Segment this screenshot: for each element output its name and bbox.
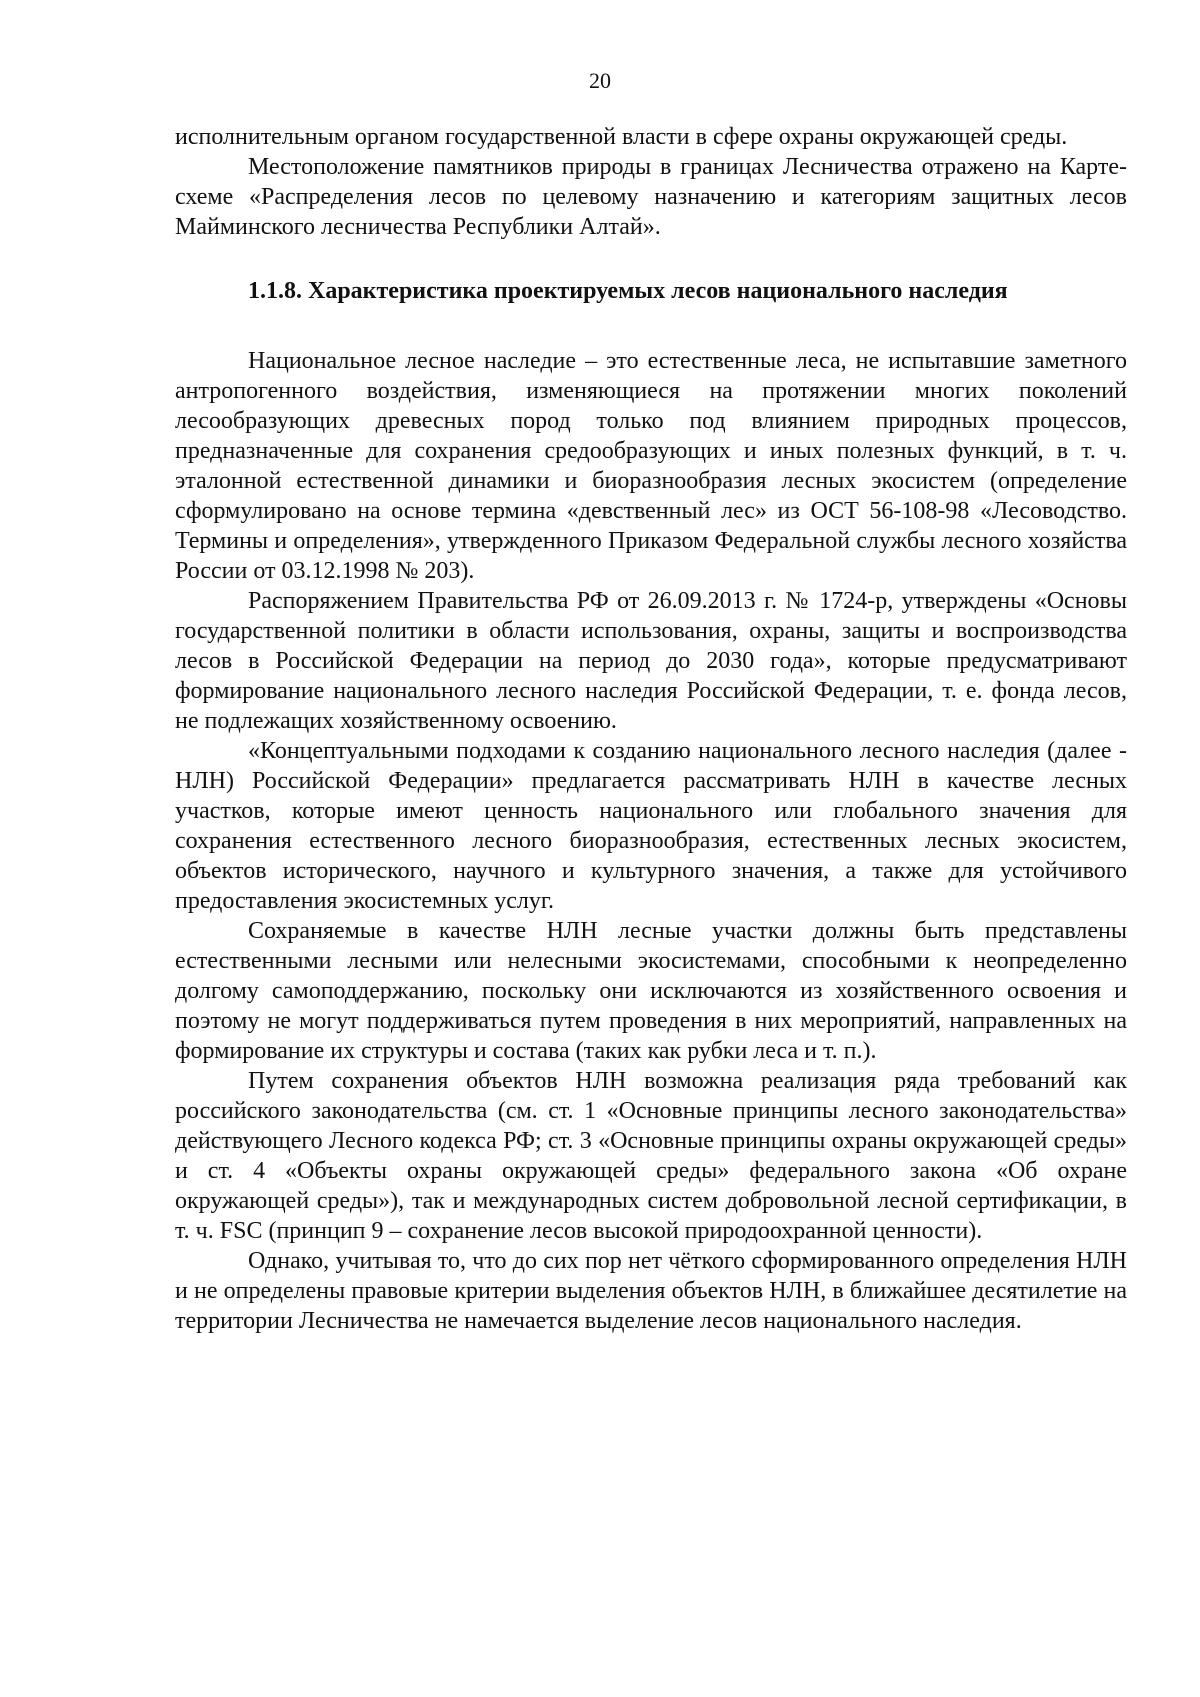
- paragraph-location: Местоположение памятников природы в границах Лесничества отражено на Карте-схеме «Распределения лесов по целевому назначению и категориям защитных лесов Майминского лесничества Республики Алтай».: [175, 154, 1127, 240]
- section-heading: [175, 276, 1127, 306]
- section-title-word: Характеристика: [308, 278, 488, 304]
- paragraph: Распоряжением Правительства РФ от 26.09.2013 г. № 1724-р, утверждены «Основы государственной политики в области использования, охраны, защиты и воспроизводства лесов в Российской Федерации на период до 2030 года», которые предусматривают формирование национального лесного наследия Российской Федерации, т. е. фонда лесов, не подлежащих хозяйственному освоению.: [175, 588, 1127, 734]
- paragraph-continuation: исполнительным органом государственной власти в сфере охраны окружающей среды.: [175, 124, 1068, 150]
- paragraph: «Концептуальными подходами к созданию национального лесного наследия (далее - НЛН) Российской Федерации» предлагается рассматривать НЛН в качестве лесных участков, которые имеют ценность национального или глобального значения для сохранения естественного лесного биоразнообразия, естественных лесных экосистем, объектов исторического, научного и культурного значения, а также для устойчивого предоставления экосистемных услуг.: [175, 738, 1127, 914]
- page-number: 20: [589, 68, 611, 93]
- paragraph: Национальное лесное наследие – это естественные леса, не испытавшие заметного антропогенного воздействия, изменяющиеся на протяжении многих поколений лесообразующих древесных пород только под влиянием природных процессов, предназначенные для сохранения средообразующих и иных полезных функций, в т. ч. эталонной естественной динамики и биоразнообразия лесных экосистем (определение сформулировано на основе термина «девственный лес» из ОСТ 56-108-98 «Лесоводство. Термины и определения», утвержденного Приказом Федеральной службы лесного хозяйства России от 03.12.1998 № 203).: [175, 348, 1127, 584]
- section-number: 1.1.8.: [248, 278, 302, 304]
- document-body: [175, 122, 1127, 1336]
- section-title-word: национального: [736, 278, 903, 304]
- section-title-word: наследия: [908, 278, 1008, 304]
- section-title-word: проектируемых: [493, 278, 666, 304]
- paragraph: Однако, учитывая то, что до сих пор нет чёткого сформированного определения НЛН и не определены правовые критерии выделения объектов НЛН, в ближайшее десятилетие на территории Лесничества не намечается выделение лесов национального наследия.: [175, 1248, 1127, 1334]
- section-title-word: лесов: [671, 278, 731, 304]
- paragraph: Путем сохранения объектов НЛН возможна реализация ряда требований как российского законодательства (см. ст. 1 «Основные принципы лесного законодательства» действующего Лесного кодекса РФ; ст. 3 «Основные принципы охраны окружающей среды» и ст. 4 «Объекты охраны окружающей среды» федерального закона «Об охране окружающей среды»), так и международных систем добровольной лесной сертификации, в т. ч. FSC (принцип 9 – сохранение лесов высокой природоохранной ценности).: [175, 1068, 1127, 1244]
- paragraph: Сохраняемые в качестве НЛН лесные участки должны быть представлены естественными лесными или нелесными экосистемами, способными к неопределенно долгому самоподдержанию, поскольку они исключаются из хозяйственного освоения и поэтому не могут поддерживаться путем проведения в них мероприятий, направленных на формирование их структуры и состава (таких как рубки леса и т. п.).: [175, 918, 1127, 1064]
